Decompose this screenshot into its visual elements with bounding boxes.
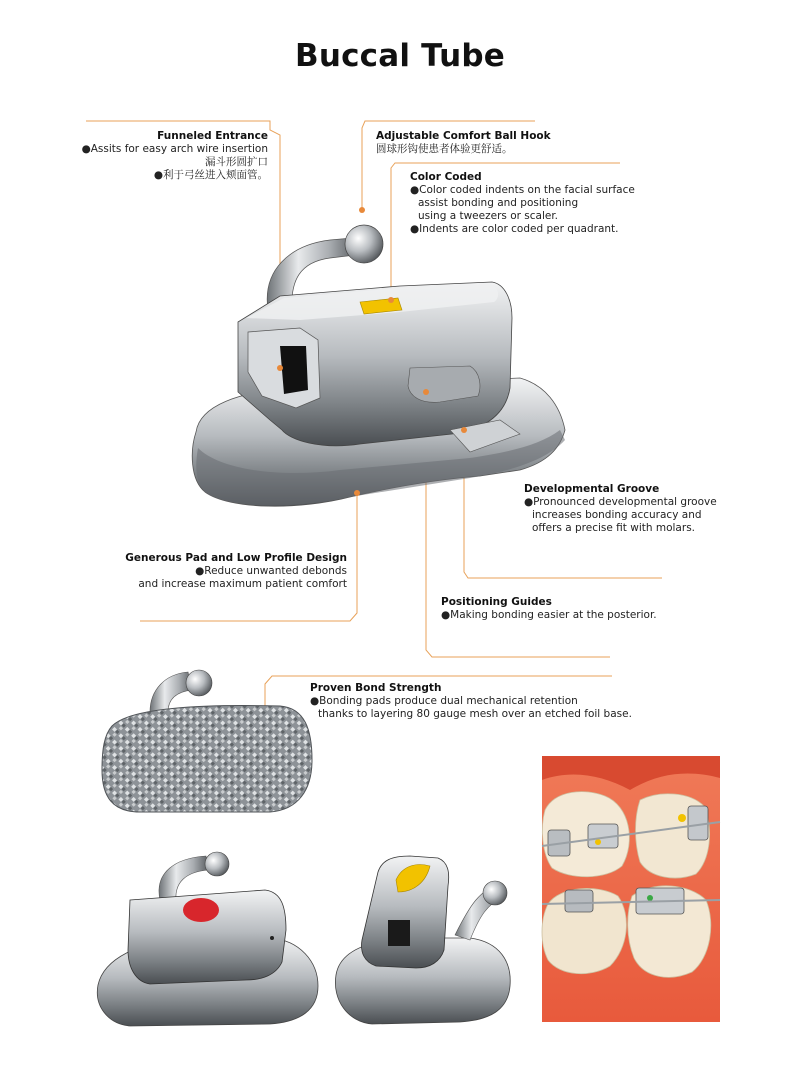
- callout-generous-pad: [125, 552, 347, 591]
- callout-developmental-groove: [524, 483, 717, 535]
- yellow-indent-tube: [335, 856, 510, 1024]
- red-indent-tube: [97, 852, 318, 1026]
- callout-heading: Developmental Groove: [524, 483, 660, 495]
- callout-color-coded: [410, 171, 635, 236]
- callout-line: ●利于弓丝进入颊面管。: [153, 169, 268, 181]
- callout-heading: Color Coded: [410, 171, 482, 183]
- mesh-base-tube: [102, 670, 312, 812]
- callout-line: ●Reduce unwanted debonds: [195, 565, 347, 577]
- callout-line: using a tweezers or scaler.: [418, 210, 559, 222]
- callout-line: ●Making bonding easier at the posterior.: [441, 609, 657, 621]
- page-title: Buccal Tube: [294, 38, 505, 74]
- callout-line: offers a precise fit with molars.: [532, 522, 695, 534]
- callout-ball-hook: [376, 130, 551, 156]
- callout-heading: Positioning Guides: [441, 596, 552, 608]
- callout-line: thanks to layering 80 gauge mesh over an etched foil base.: [318, 708, 632, 720]
- main-buccal-tube: [192, 225, 565, 506]
- callout-funneled-entrance: [82, 130, 268, 182]
- callout-heading: Generous Pad and Low Profile Design: [125, 552, 347, 564]
- callout-heading: Funneled Entrance: [157, 130, 268, 142]
- callout-line: ●Color coded indents on the facial surface: [410, 184, 635, 196]
- callout-line: assist bonding and positioning: [418, 197, 579, 209]
- callout-line: ●Bonding pads produce dual mechanical retention: [310, 695, 578, 707]
- callout-line: increases bonding accuracy and: [532, 509, 702, 521]
- callout-line: and increase maximum patient comfort: [138, 578, 347, 590]
- callout-line: 漏斗形圆扩口: [205, 156, 268, 168]
- callout-positioning-guides: [441, 596, 657, 622]
- callout-proven-bond-strength: [310, 682, 632, 721]
- callout-heading: Proven Bond Strength: [310, 682, 442, 694]
- callout-line: ●Pronounced developmental groove: [524, 496, 717, 508]
- callout-heading: Adjustable Comfort Ball Hook: [376, 130, 551, 142]
- callout-line: ●Indents are color coded per quadrant.: [410, 223, 619, 235]
- intraoral-photo: [542, 756, 720, 1022]
- callout-line: ●Assits for easy arch wire insertion: [81, 143, 268, 155]
- callout-line: 圆球形钩使患者体验更舒适。: [376, 143, 513, 155]
